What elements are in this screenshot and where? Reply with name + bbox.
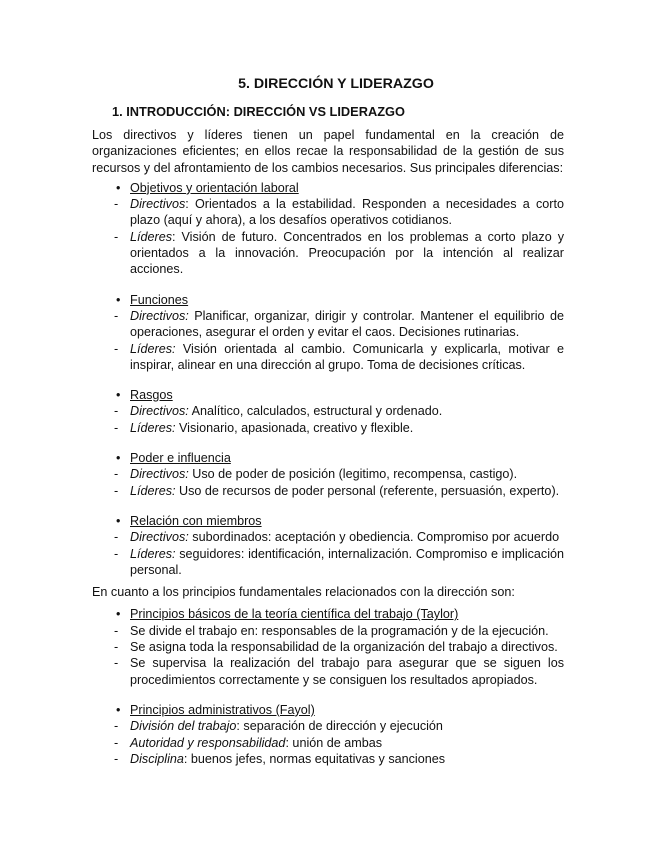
bullet-marker: • (116, 513, 121, 528)
dash-marker: - (114, 530, 119, 545)
item-body (130, 420, 564, 436)
dash-item (92, 229, 564, 278)
dash-marker: - (114, 229, 119, 244)
item-body (130, 466, 564, 482)
item-body (130, 546, 564, 579)
item-text: : separación de dirección y ejecución (236, 719, 443, 734)
dash-item (92, 529, 564, 545)
item-body (130, 655, 564, 688)
item-body (130, 529, 564, 545)
differences-list (92, 180, 564, 578)
bullet-section (92, 387, 564, 436)
item-label: Líderes (130, 229, 173, 244)
bullet-heading-row (92, 180, 564, 196)
item-body (130, 751, 564, 767)
item-text: : Orientados a la estabilidad. Responden a necesidades a corto plazo (aquí y ahora), a los desafíos operativos cotidianos. (130, 197, 564, 228)
item-label: Directivos: (130, 404, 189, 419)
item-label: Directivos: (130, 467, 189, 482)
bullet-section (92, 606, 564, 687)
dash-marker: - (114, 404, 119, 419)
item-label: Líderes: (130, 483, 176, 498)
item-body (130, 403, 564, 419)
bullet-marker: • (116, 388, 121, 403)
bullet-heading-row (92, 513, 564, 529)
dash-item (92, 403, 564, 419)
dash-marker: - (114, 640, 119, 655)
intro-paragraph: Los directivos y líderes tienen un papel fundamental en la creación de organizaciones eficientes; en ellos recae la responsabilidad de la gestión de sus recursos y del afrontamiento de los cambios necesarios. Sus principales diferencias: (92, 128, 564, 175)
dash-marker: - (114, 656, 119, 671)
bullet-heading-row (92, 606, 564, 622)
item-text: Se supervisa la realización del trabajo para asegurar que se siguen los procedimientos correctamente y se consiguen los resultados apropiados. (130, 656, 564, 687)
bullet-section (92, 450, 564, 499)
dash-marker: - (114, 308, 119, 323)
dash-marker: - (114, 483, 119, 498)
dash-marker: - (114, 735, 119, 750)
bullet-heading-row (92, 450, 564, 466)
dash-item (92, 718, 564, 734)
bullet-heading: Principios administrativos (Fayol) (130, 702, 315, 717)
item-body (130, 735, 564, 751)
item-label: Líderes: (130, 341, 176, 356)
item-label: Líderes: (130, 420, 176, 435)
dash-marker: - (114, 467, 119, 482)
bullet-marker: • (116, 292, 121, 307)
bullet-section (92, 180, 564, 278)
item-label: Autoridad y responsabilidad (130, 735, 286, 750)
dash-item (92, 751, 564, 767)
bullet-marker: • (116, 451, 121, 466)
item-body (130, 718, 564, 734)
bullet-section (92, 513, 564, 578)
bullet-heading-row (92, 292, 564, 308)
item-label: Líderes: (130, 546, 176, 561)
dash-item (92, 341, 564, 374)
dash-item (92, 308, 564, 341)
item-label: Disciplina (130, 751, 184, 766)
document-page (92, 74, 564, 767)
bullet-heading: Funciones (130, 292, 189, 307)
item-body (130, 341, 564, 374)
item-text: Visión orientada al cambio. Comunicarla y explicarla, motivar e inspirar, alinear en una dirección al grupo. Toma de decisiones críticas. (130, 341, 564, 372)
dash-item (92, 546, 564, 579)
item-text: Se asigna toda la responsabilidad de la organización del trabajo a directivos. (130, 640, 558, 655)
item-text: seguidores: identificación, internalización. Compromiso e implicación personal. (130, 546, 564, 577)
bullet-section (92, 292, 564, 373)
dash-marker: - (114, 623, 119, 638)
item-label: Directivos: (130, 530, 189, 545)
bullet-heading: Poder e influencia (130, 451, 231, 466)
principles-intro: En cuanto a los principios fundamentales relacionados con la dirección son: (92, 585, 515, 600)
item-text: Uso de poder de posición (legitimo, recompensa, castigo). (188, 467, 518, 482)
dash-marker: - (114, 751, 119, 766)
item-label: Directivos: (130, 308, 189, 323)
dash-marker: - (114, 197, 119, 212)
item-body (130, 483, 564, 499)
principles-list (92, 606, 564, 767)
dash-marker: - (114, 341, 119, 356)
bullet-heading: Relación con miembros (130, 513, 262, 528)
item-body (130, 308, 564, 341)
dash-marker: - (114, 719, 119, 734)
bullet-heading-row (92, 702, 564, 718)
bullet-heading: Principios básicos de la teoría científica del trabajo (Taylor) (130, 607, 459, 622)
page-title: 5. DIRECCIÓN Y LIDERAZGO (238, 76, 434, 92)
dash-item (92, 735, 564, 751)
dash-marker: - (114, 546, 119, 561)
item-text: Analítico, calculados, estructural y ordenado. (188, 404, 443, 419)
item-text: subordinados: aceptación y obediencia. Compromiso por acuerdo (188, 530, 560, 545)
dash-item (92, 655, 564, 688)
item-body (130, 229, 564, 278)
dash-item (92, 420, 564, 436)
dash-item (92, 483, 564, 499)
item-text: : unión de ambas (285, 735, 383, 750)
bullet-marker: • (116, 607, 121, 622)
dash-item (92, 196, 564, 229)
bullet-heading-row (92, 387, 564, 403)
item-text: : Visión de futuro. Concentrados en los problemas a corto plazo y orientados a la innovación. Preocupación por la intención al realizar acciones. (130, 229, 564, 277)
item-label: Directivos (130, 197, 186, 212)
dash-marker: - (114, 420, 119, 435)
item-label: División del trabajo (130, 719, 237, 734)
item-text: Planificar, organizar, dirigir y controlar. Mantener el equilibrio de operaciones, asegurar el orden y evitar el caos. Decisiones rutinarias. (130, 308, 564, 340)
item-body (130, 639, 564, 655)
dash-item (92, 639, 564, 655)
section-subtitle: 1. INTRODUCCIÓN: DIRECCIÓN VS LIDERAZGO (112, 104, 405, 119)
bullet-section (92, 702, 564, 767)
item-body (130, 196, 564, 229)
item-text: : buenos jefes, normas equitativas y sanciones (183, 751, 446, 766)
bullet-marker: • (116, 702, 121, 717)
item-text: Uso de recursos de poder personal (referente, persuasión, experto). (175, 483, 560, 498)
item-text: Visionario, apasionada, creativo y flexible. (175, 420, 414, 435)
dash-item (92, 623, 564, 639)
dash-item (92, 466, 564, 482)
bullet-heading: Objetivos y orientación laboral (130, 180, 299, 195)
bullet-marker: • (116, 180, 121, 195)
item-body (130, 623, 564, 639)
bullet-heading: Rasgos (130, 388, 173, 403)
item-text: Se divide el trabajo en: responsables de la programación y de la ejecución. (130, 623, 549, 638)
